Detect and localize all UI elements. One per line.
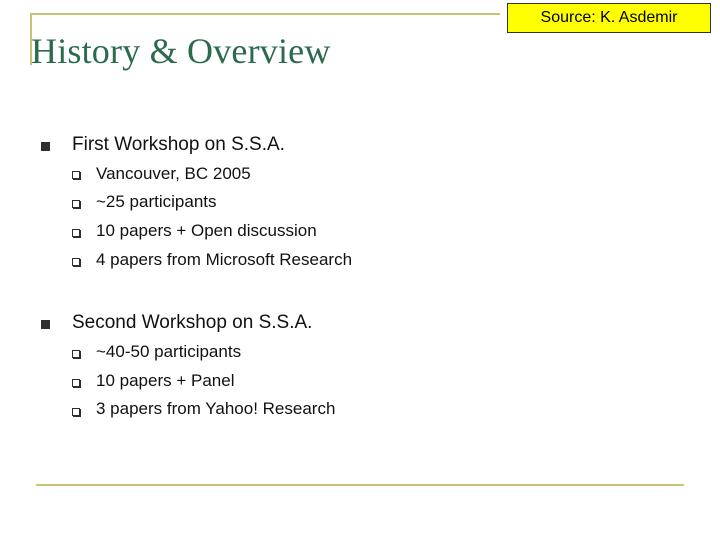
checkbox-bullet-icon	[72, 200, 80, 208]
checkbox-bullet-icon	[72, 258, 80, 266]
checkbox-bullet-icon	[72, 229, 80, 237]
list-item: 3 papers from Yahoo! Research	[96, 399, 336, 418]
section-heading: Second Workshop on S.S.A.	[72, 312, 313, 333]
list-item: 4 papers from Microsoft Research	[96, 250, 353, 269]
square-bullet-icon	[41, 320, 50, 329]
section-heading: First Workshop on S.S.A.	[72, 134, 285, 155]
checkbox-bullet-icon	[72, 350, 80, 358]
list-item: Vancouver, BC 2005	[96, 164, 251, 183]
list-item: 10 papers + Open discussion	[96, 221, 317, 240]
bottom-rule	[36, 484, 684, 486]
checkbox-bullet-icon	[72, 408, 80, 416]
list-item: ~25 participants	[96, 192, 217, 211]
checkbox-bullet-icon	[72, 379, 80, 387]
slide-title: History & Overview	[31, 31, 331, 71]
checkbox-bullet-icon	[72, 171, 80, 179]
source-callout	[507, 3, 711, 33]
square-bullet-icon	[41, 142, 50, 151]
title-frame-top-rule	[30, 13, 500, 15]
list-item: ~40-50 participants	[96, 342, 242, 361]
source-text: Source: K. Asdemir	[540, 9, 678, 26]
list-item: 10 papers + Panel	[96, 371, 235, 390]
